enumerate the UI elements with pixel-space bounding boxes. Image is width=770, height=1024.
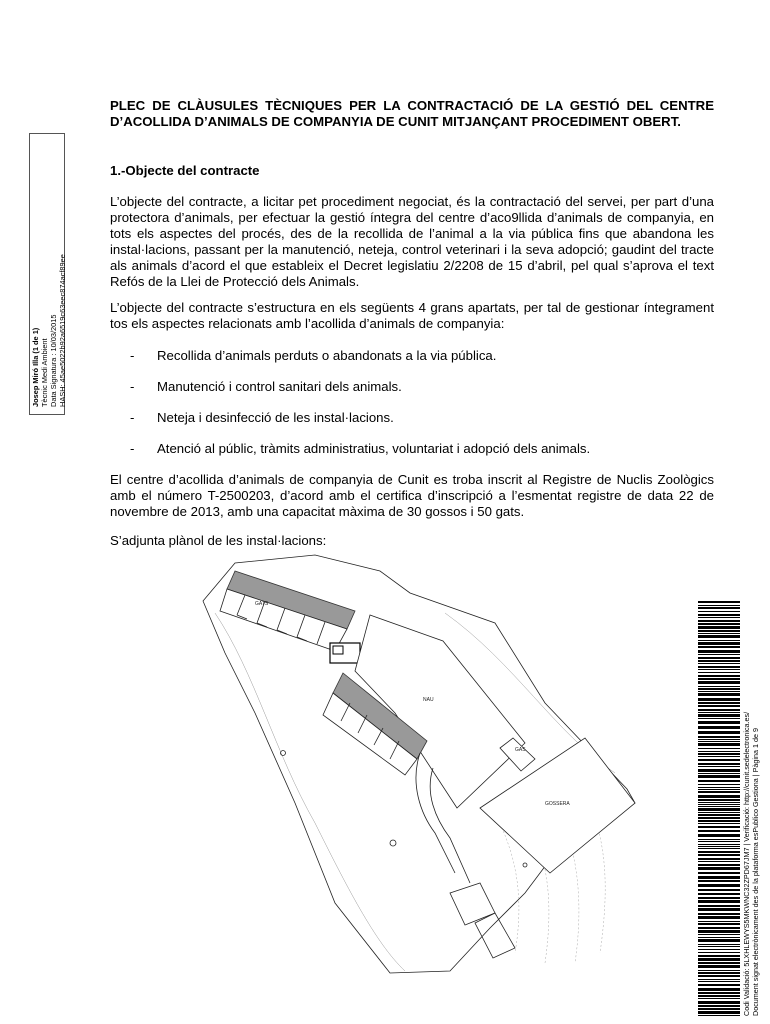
signature-hash: HASH: 45ae5022b92a6519c63eec874acf89ee [58,254,67,407]
list-item-text: Atenció al públic, tràmits administratius, voluntariat i adopció dels animals. [157,441,591,456]
barcode-bar [698,678,740,680]
barcode-bar [698,784,740,785]
tree [523,863,527,867]
list-item [130,348,714,379]
barcode-bar [698,1011,740,1014]
barcode-bar [698,812,740,813]
barcode-bar [698,718,740,719]
barcode-bar [698,897,740,899]
barcode-bar [698,780,740,782]
barcode-bar [698,663,740,664]
list-item-text: Manutenció i control sanitari dels animals. [157,379,402,394]
barcode-bar [698,741,740,742]
barcode-bar [698,981,740,982]
bullet-list [130,348,714,472]
barcode-bar [698,962,740,964]
barcode-bar [698,799,740,801]
barcode-bar [698,965,740,968]
barcode-bar [698,736,740,738]
barcode-bar [698,861,740,862]
list-item-text: Neteja i desinfecció de les instal·lacions. [157,410,394,425]
barcode-bar [698,633,740,634]
barcode-bar [698,880,740,882]
verification-code: Codi Validació: 5LXHLEWYS5MKWNC32ZPD67JM7 | Verificació: http://cunit.sedelectronica.es/ [742,711,751,1016]
barcode-bar [698,1001,740,1004]
barcode-bar [698,654,740,655]
list-item-text: Recollida d’animals perduts o abandonats a la via pública. [157,348,497,363]
plan-label-gas: GAS [515,747,526,753]
barcode-bar [698,802,740,803]
barcode-bar [698,626,740,629]
barcode-bar [698,666,740,668]
barcode-bar [698,660,740,662]
barcode-bar [698,841,740,842]
barcode-bar [698,693,740,696]
tree [390,840,396,846]
signer-name: Josep Miró Illa (1 de 1) [31,327,40,407]
barcode-bar [698,712,740,713]
barcode-bar [698,884,740,887]
barcode-bar [698,1015,740,1016]
barcode-bar [698,657,740,659]
barcode-bar [698,635,740,638]
barcode-bar [698,791,740,793]
barcode-bar [698,934,740,935]
barcode-bar [698,972,740,974]
barcode-bar [698,867,740,870]
barcode-bar [698,759,740,761]
barcode-bar [698,988,740,991]
barcode-bar [698,748,740,749]
bullet-marker: - [130,348,135,363]
barcode-bar [698,946,740,947]
paragraph-plan-intro: S’adjunta plànol de les instal·lacions: [110,533,327,548]
barcode-bar [698,908,740,911]
barcode-bar [698,731,740,734]
bullet-marker: - [130,410,135,425]
paragraph-registry: El centre d’acollida d’animals de companyia de Cunit es troba inscrit al Registre de Nuclis Zoològics amb el número T-2500203, d’acord amb el certifica d’inscripció a l’esmentat registre de data 22 de novembre de 2013, amb una capacitat màxima de 30 gossos i 50 gats. [110,472,714,519]
barcode-bar [698,630,740,632]
barcode-bar [698,872,740,874]
barcode-bar [698,979,740,980]
barcode-bar [698,970,740,971]
barcode-bar [698,834,740,837]
barcode-bar [698,876,740,879]
barcode-bar [698,955,740,957]
barcode-bar [698,688,740,690]
cat-block [220,571,355,651]
barcode [698,601,740,1017]
barcode-bar [698,743,740,746]
site-plan [195,553,645,975]
barcode-bar [698,826,740,828]
barcode-bar [698,864,740,866]
barcode-bar [698,937,740,938]
barcode-bar [698,858,740,860]
plan-label-gossera: GOSSERA [545,801,570,807]
barcode-bar [698,927,740,929]
barcode-bar [698,995,740,997]
list-item [130,379,714,410]
barcode-bar [698,787,740,788]
bullet-marker: - [130,441,135,456]
barcode-bar [698,984,740,986]
barcode-bar [698,1008,740,1010]
barcode-bar [698,823,740,824]
barcode-bar [698,830,740,832]
barcode-bar [698,605,740,606]
document-title: PLEC DE CLÀUSULES TÈCNIQUES PER LA CONTRACTACIÓ DE LA GESTIÓ DEL CENTRE D’ACOLLIDA D’ANIMALS DE COMPANYIA DE CUNIT MITJANÇANT PROCEDIMENT OBERT. [110,98,714,129]
barcode-bar [698,923,740,925]
barcode-bar [698,939,740,942]
barcode-bar [698,958,740,961]
barcode-bar [698,756,740,757]
barcode-bar [698,691,740,692]
barcode-bar [698,709,740,711]
list-item [130,410,714,441]
barcode-bar [698,806,740,807]
barcode-bar [698,773,740,774]
signature-text [31,132,67,407]
barcode-bar [698,726,740,729]
barcode-bar [698,686,740,687]
barcode-bar [698,702,740,704]
barcode-bar [698,775,740,778]
section-heading: 1.-Objecte del contracte [110,163,260,178]
barcode-bar [698,672,740,673]
signer-role: Tècnic Medi Ambient [40,338,49,407]
barcode-bar [698,623,740,625]
barcode-bar [698,944,740,945]
barcode-bar [698,721,740,724]
barcode-bar [698,930,740,933]
barcode-bar [698,675,740,677]
barcode-bar [698,607,740,609]
barcode-bar [698,766,740,767]
barcode-bar [698,614,740,616]
barcode-bar [698,851,740,853]
barcode-bar [698,751,740,752]
list-item [130,441,714,472]
plan-label-nau: NAU [423,697,434,703]
barcode-bar [698,739,740,740]
barcode-bar [698,1005,740,1007]
barcode-bar [698,763,740,765]
barcode-bar [698,905,740,907]
barcode-bar [698,916,740,919]
barcode-bar [698,769,740,772]
barcode-bar [698,846,740,847]
barcode-bar [698,854,740,856]
barcode-bar [698,848,740,849]
barcode-bar [698,753,740,755]
paragraph-object: L’objecte del contracte, a licitar pet procediment negociat, és la contractació del servei, per part d’una protectora d’animals, per efectuar la gestió íntegra del centre d’aco9llida d’animals de companyia, en tots els aspectes del procés, des de la recollida de l’animal a la via pública fins que abandona les instal·lacions, passant per la manutenció, neteja, control veterinari i la seva adopció; gaudint del tracte als animals d’acord el que estableix el Decret legislatiu 2/2208 de 15 d’abril, pel qual s’aprova el text Refós de la Llei de Protecció dels Animals. [110,194,714,289]
barcode-bar [698,844,740,845]
barcode-bar [698,620,740,622]
barcode-bar [698,698,740,701]
barcode-bar [698,804,740,805]
barcode-bar [698,817,740,819]
barcode-bar [698,789,740,790]
barcode-bar [698,808,740,811]
barcode-bar [698,640,740,641]
barcode-bar [698,642,740,645]
barcode-bar [698,795,740,798]
barcode-bar [698,913,740,915]
verification-platform: Document signat electrònicament des de la plataforma esPublico Gestiona | Pàgina 1 de 9 [751,728,760,1016]
barcode-bar [698,893,740,895]
barcode-bar [698,900,740,903]
barcode-bar [698,650,740,653]
bullet-marker: - [130,379,135,394]
signature-date: Data Signatura : 10/03/2015 [49,314,58,407]
paragraph-structure: L’objecte del contracte s’estructura en els següents 4 grans apartats, per tal de gestionar íntegrament tos els aspectes relacionats amb l’acollida d’animals de companyia: [110,300,714,331]
barcode-bar [698,601,740,603]
barcode-bar [698,705,740,707]
barcode-bar [698,820,740,822]
barcode-bar [698,617,740,618]
barcode-bar [698,714,740,717]
barcode-bar [698,681,740,684]
barcode-bar [698,611,740,612]
barcode-bar [698,889,740,891]
plan-label-gats: GATS [255,601,269,607]
barcode-bar [698,975,740,977]
barcode-bar [698,814,740,816]
barcode-bar [698,839,740,840]
barcode-bar [698,998,740,999]
barcode-bar [698,992,740,994]
barcode-bar [698,921,740,922]
verification-text [742,596,760,1016]
barcode-bar [698,952,740,953]
barcode-bar [698,646,740,648]
barcode-bar [698,949,740,950]
barcode-bar [698,669,740,670]
